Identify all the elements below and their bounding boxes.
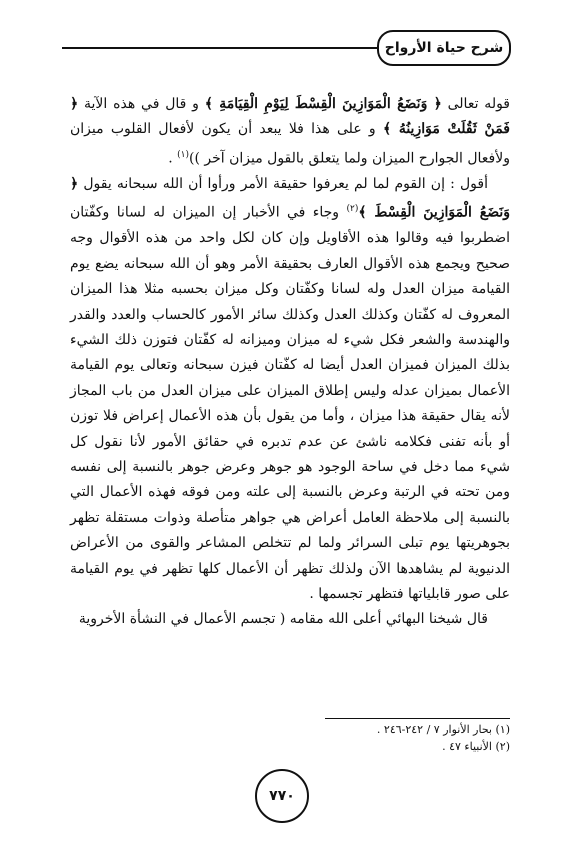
footnote-marker: (١) (177, 149, 189, 160)
text-segment: أقول : إن القوم لما لم يعرفوا حقيقة الأمر ورأوا أن الله سبحانه يقول (78, 175, 488, 192)
text-segment: . (168, 150, 178, 167)
page-number: ٧٧٠ (269, 788, 295, 804)
header-title: شرح حياة الأرواح (384, 40, 504, 56)
text-segment: وجاء في الأخبار إن الميزان له لسانا وكفّتان اضطربوا فيه وقالوا هذه الأقاويل وإن كان لكل واحد من هذه الأقوال وجه صحيح ويجمع هذه الأقوال العارف بحقيقة الأمر وهو أن الله سبحانه يضع يوم القيامة ميزان العدل وله لسانا وكفّتان وكل ميزان بحسبه مثلا هذا الميزان المعروف له كفّتان وكذلك العدل وكذلك سائر الأمور كالحساب والعدد والقدر والهندسة والشعر فكل شيء له ميزان وميزانه له كفّتان فتوزن ذلك الشيء بذلك الميزان فميزان العدل أيضا له كفّتان فيزن سبحانه وتعالى يوم القيامة الأعمال بميزان عدله وليس إطلاق الميزان على ميزان العدل من باب المجاز لأنه يقال حقيقة هذا ميزان ، وأما من يقول بأن هذه الأعمال إعراض فلا توزن أو بأنه تفنى فكلامه ناشئ عن عدم تدبره في حقائق الأمور لأنا نقول كل شيء مما دخل في ساحة الوجود هو جوهر وعرض جوهر بالنسبة إلى نفسه ومن تحته في الرتبة وعرض بالنسبة إلى علته ومن فوقه فهذه الأعمال التي بالنسبة إلى ملاحظة العامل أعراض هي جواهر متأصلة وذوات مستقلة تظهر بجوهريتها يوم تبلى السرائر ولما لم تتخلص المشاعر والقوى من الأعراض الدنيوية لم يشاهدها الآن ولذلك تظهر أن الأعمال كلها تظهر في يوم القيامة على صور قابلياتها فتظهر تجسمها . (70, 204, 510, 603)
paragraph (70, 607, 510, 632)
footnote-marker: (٢) (346, 204, 359, 215)
running-header (377, 30, 511, 66)
paragraph (70, 172, 510, 608)
quran-verse: ﴿ وَنَضَعُ الْمَوَازِينَ الْقِسْطَ لِيَوْمِ الْقِيَامَةِ ﴾ (204, 96, 442, 112)
text-segment: و قال في هذه الآية (78, 96, 205, 112)
footnotes (70, 721, 510, 755)
quran-verse: ﴿ وَنَضَعُ الْمَوَازِينَ الْقِسْطَ ﴾ (70, 175, 510, 221)
page-number-badge (255, 769, 309, 823)
footnote-1: (١) بحار الأنوار ٧ / ٢٤٢-٢٤٦ . (376, 723, 510, 736)
header-rule (62, 47, 379, 49)
footnote-2: (٢) الأنبياء ٤٧ . (442, 740, 510, 753)
text-segment: قال شيخنا البهائي أعلى الله مقامه ( تجسم الأعمال في النشأة الأخروية (78, 611, 488, 628)
quran-verse: ﴿ فَمَنْ ثَقُلَتْ مَوَازِينُهُ ﴾ (70, 96, 510, 138)
text-segment: قوله تعالى (441, 96, 511, 112)
paragraph (70, 92, 510, 172)
footnote-separator (325, 718, 510, 719)
text-segment: و على هذا فلا يبعد أن يكون لأفعال القلوب ميزان ولأفعال الجوارح الميزان ولما يتعلق بالقول ميزان آخر )) (70, 121, 510, 167)
body-text (70, 92, 510, 633)
